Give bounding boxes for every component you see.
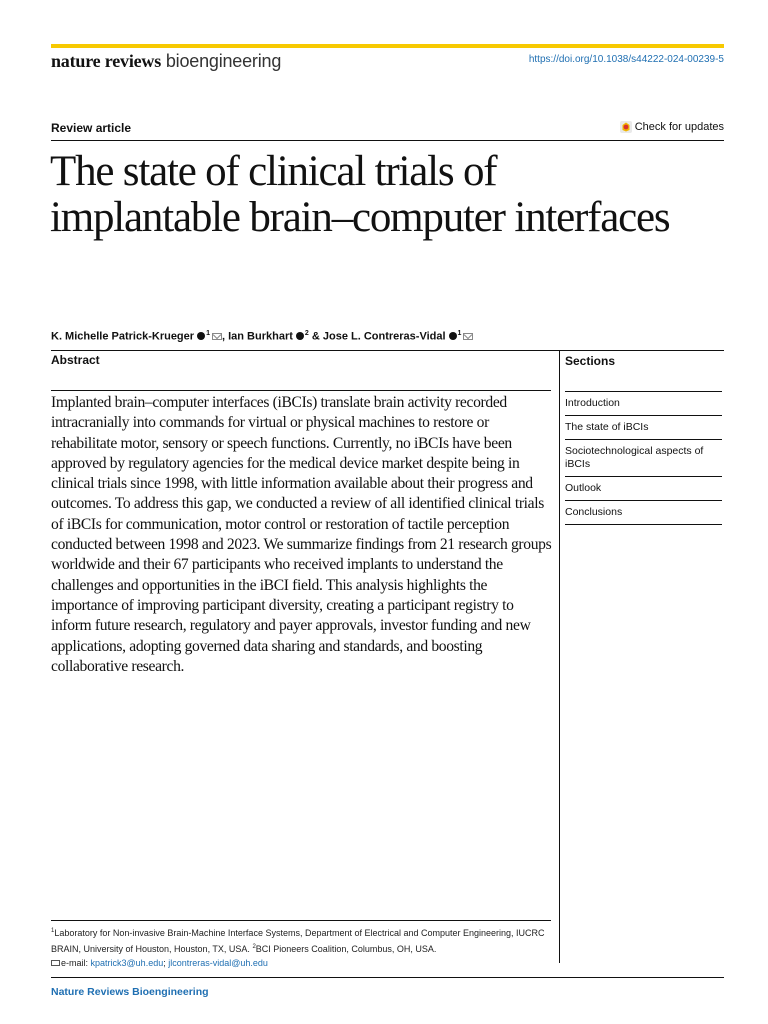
affiliation-marker: 2 (252, 944, 256, 950)
author-name[interactable]: K. Michelle Patrick-Krueger (51, 330, 195, 343)
author-separator: & (308, 330, 323, 343)
author-name[interactable]: Ian Burkhart (228, 330, 293, 343)
check-for-updates-button[interactable] (620, 121, 724, 133)
email-icon[interactable] (212, 333, 222, 340)
affiliation-marker: 1 (206, 330, 210, 337)
affiliation-marker: 2 (304, 330, 309, 337)
author-list (51, 330, 473, 343)
abstract-divider (51, 390, 551, 391)
section-link-outlook[interactable]: Outlook (565, 477, 722, 501)
author-name[interactable]: Jose L. Contreras-Vidal (322, 330, 446, 343)
journal-logo[interactable] (51, 51, 281, 72)
abstract-text: Implanted brain–computer interfaces (iBCIs) translate brain activity recorded intracranially into commands for virtual or physical machines to restore or rehabilitate motor, sensory or speech functions. Currently, no iBCIs have been approved by regulatory agencies for the medical device market despite being in clinical trials since 1998, with little information available about their progress and outcomes. To address this gap, we conducted a review of all identified clinical trials of iBCIs for communication, motor control or restoration of tactile perception conducted between 1998 and 2023. We summarize findings from 21 research groups worldwide and their 67 participants who received implants to understand the challenges and opportunities in the iBCI field. This analysis highlights the importance of improving participant diversity, creating a participant registry to inform future research, regulatory and payer approvals, investor funding and new applications, adopting governed data sharing and standards, and boosting collaborative research. (51, 394, 552, 675)
email-label: e-mail: (61, 958, 89, 968)
abstract-heading: Abstract (51, 353, 100, 367)
sections-heading: Sections (565, 354, 616, 368)
orcid-icon[interactable] (296, 332, 304, 340)
email-icon (51, 960, 60, 966)
section-link-conclusions[interactable]: Conclusions (565, 501, 722, 525)
article-title: The state of clinical trials of implantable brain–computer interfaces (50, 148, 670, 241)
check-updates-icon (620, 121, 632, 133)
article-type-label: Review article (51, 121, 132, 135)
email-icon[interactable] (463, 333, 473, 340)
affiliations-divider (51, 920, 551, 921)
doi-link[interactable]: https://doi.org/10.1038/s44222-024-00239-5 (528, 54, 724, 65)
orcid-icon[interactable] (197, 332, 205, 340)
footer-divider (51, 977, 724, 978)
check-updates-label: Check for updates (634, 121, 724, 133)
email-separator: ; (163, 958, 166, 968)
email-link[interactable]: jlcontreras-vidal@uh.edu (168, 958, 268, 968)
section-link-state-of-ibcis[interactable]: The state of iBCIs (565, 416, 722, 440)
journal-footer-link[interactable]: Nature Reviews Bioengineering (51, 986, 209, 998)
authors-divider (51, 350, 724, 351)
journal-logo-light: bioengineering (165, 51, 282, 71)
affiliation-text: Laboratory for Non-invasive Brain-Machine Interface Systems, Department of Electrical and Computer Engineering, IUCRC BRAIN, University of Houston, Houston, TX, USA. (51, 928, 545, 954)
email-link[interactable]: kpatrick3@uh.edu (90, 958, 164, 968)
affiliation-marker: 1 (457, 330, 462, 337)
affiliations (51, 924, 556, 970)
affiliation-marker: 1 (51, 928, 55, 934)
orcid-icon[interactable] (449, 332, 457, 340)
affiliation-text: BCI Pioneers Coalition, Columbus, OH, USA. (255, 944, 437, 954)
section-link-sociotechnological-aspects[interactable]: Sociotechnological aspects of iBCIs (565, 440, 722, 477)
journal-logo-bold: nature reviews (51, 51, 162, 71)
author-separator: , (221, 330, 229, 343)
column-divider (559, 350, 560, 963)
header-divider (51, 140, 724, 141)
journal-accent-bar (51, 44, 724, 48)
section-link-introduction[interactable]: Introduction (565, 392, 722, 416)
sections-nav (565, 391, 722, 525)
